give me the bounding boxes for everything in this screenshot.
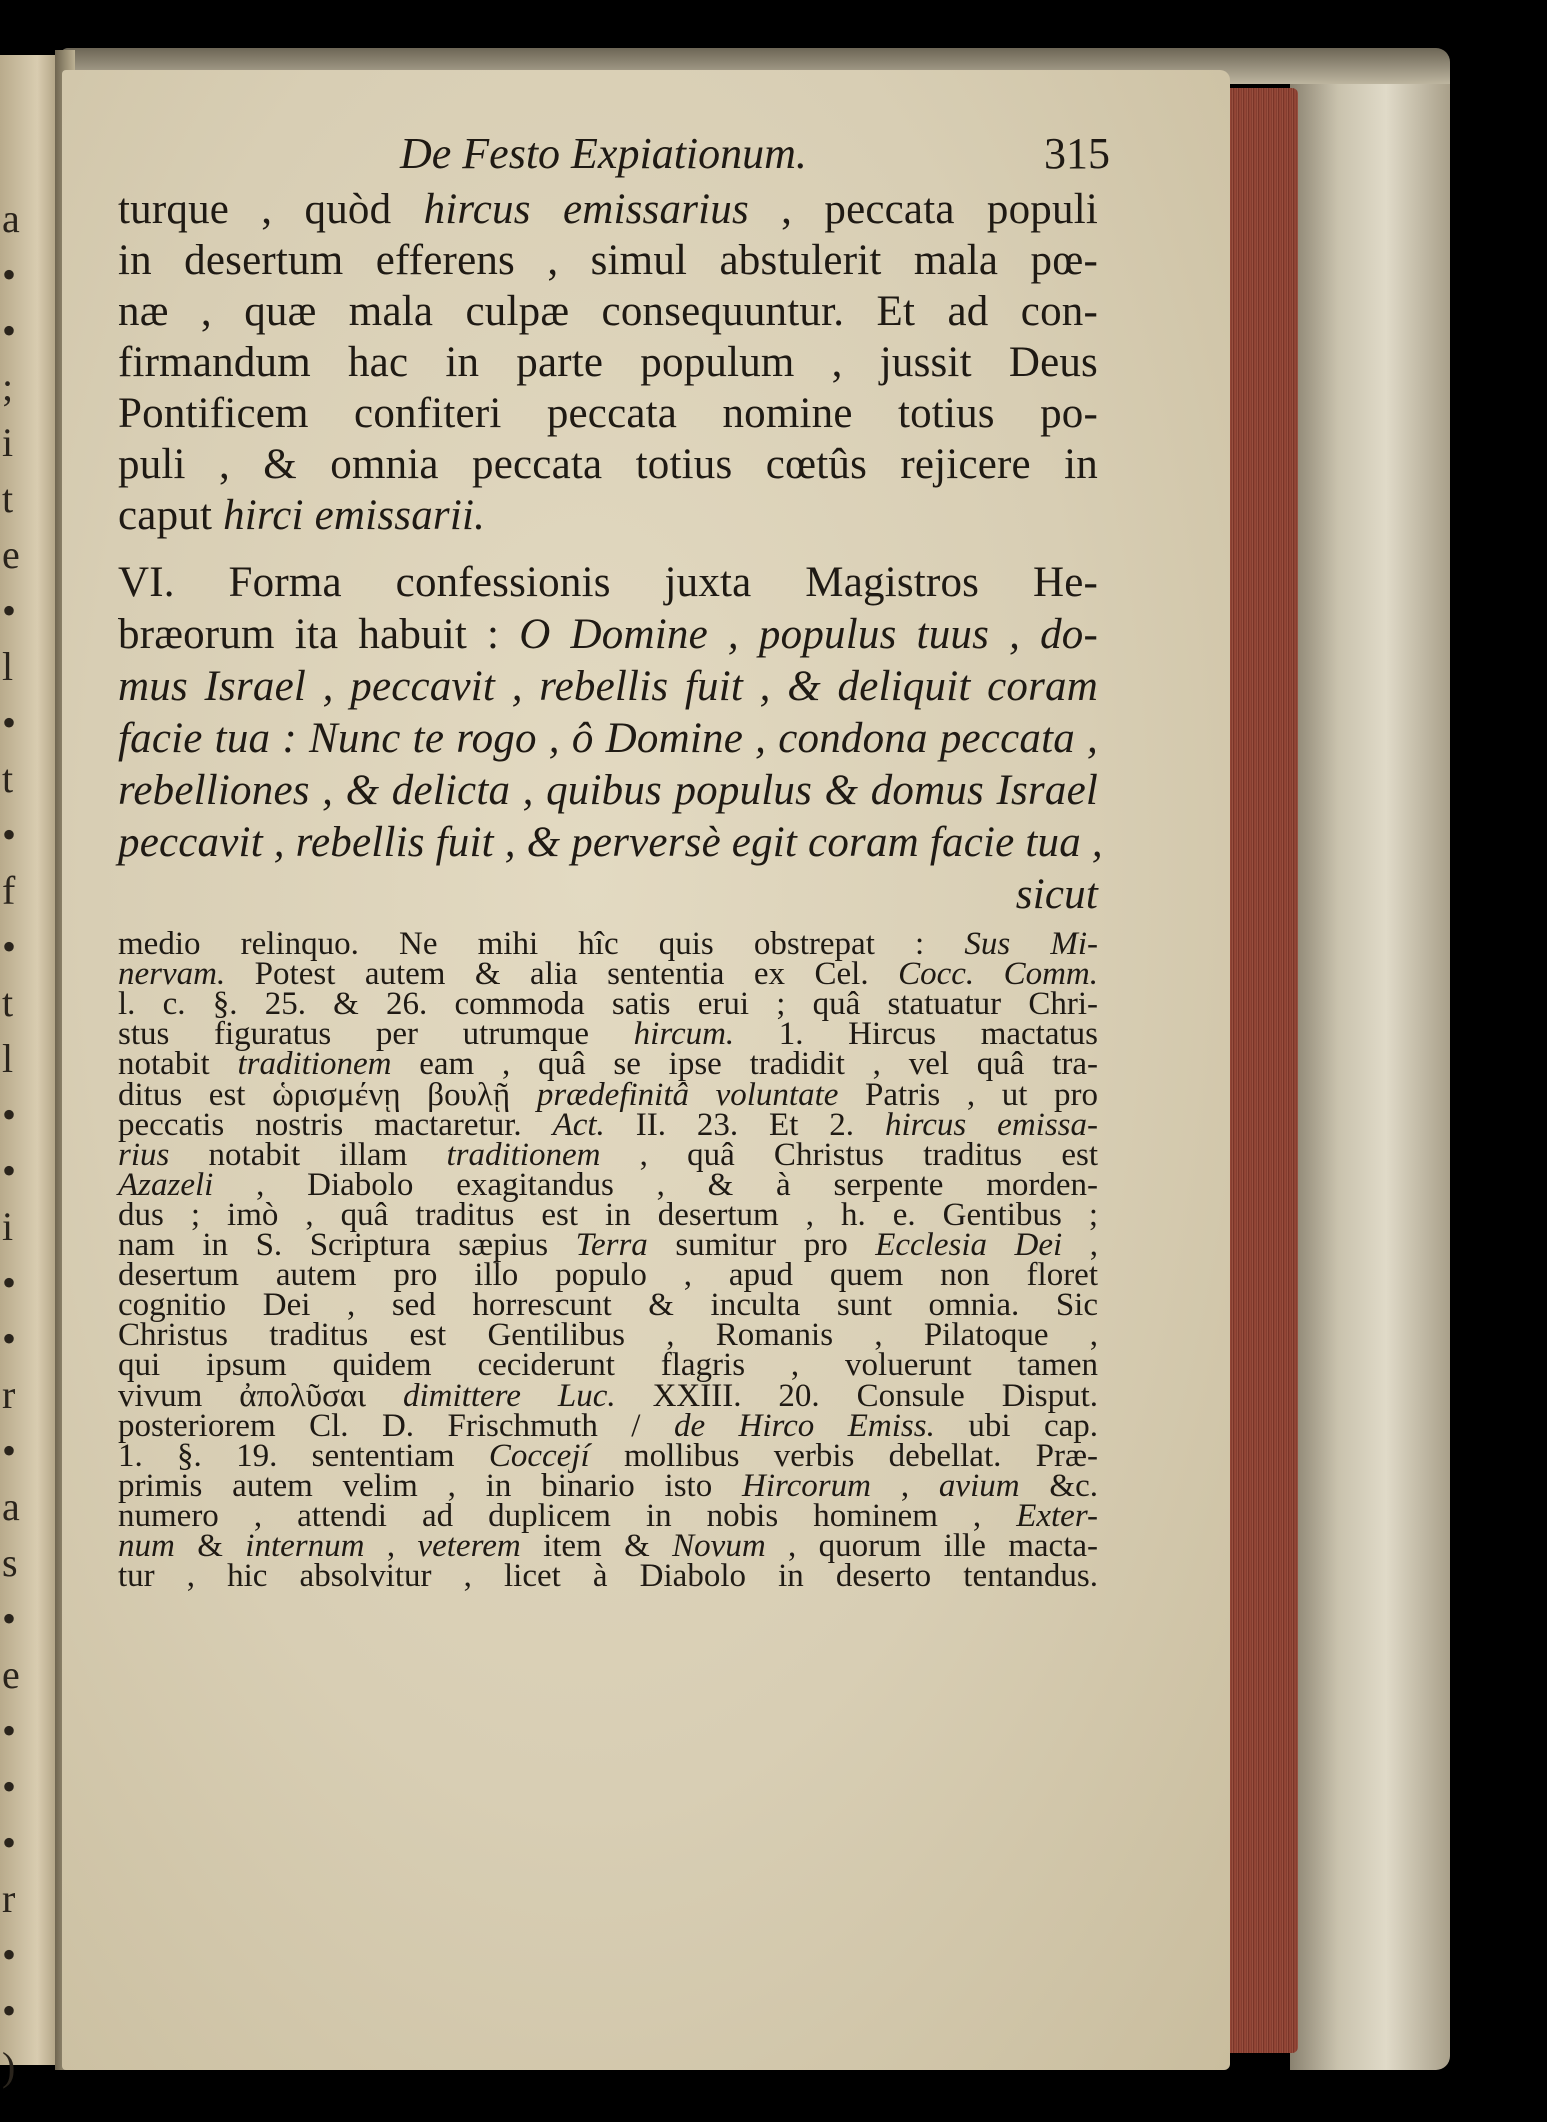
- left-page-glyph: •: [2, 1988, 17, 2033]
- italic-text: Sus Mi-: [964, 926, 1098, 962]
- left-page-glyph: t: [2, 476, 14, 521]
- roman-text: 1. §. 19. sententiam: [118, 1437, 489, 1474]
- roman-text: nam in S. Scriptura sæpius: [118, 1227, 576, 1263]
- left-page-glyph: •: [2, 1260, 17, 1305]
- paragraph-1-line: [118, 491, 1098, 540]
- roman-text: ditus est ὡρισμένῃ βουλῇ: [118, 1076, 537, 1113]
- left-page-glyph: l: [2, 1036, 14, 1081]
- italic-text: internum: [245, 1528, 365, 1564]
- left-page-glyph: i: [2, 1204, 14, 1249]
- roman-text: tur , hic absolvitur , licet à Diabolo in deserto tentandus.: [118, 1558, 1098, 1595]
- left-page-glyph: ;: [2, 364, 14, 409]
- italic-text: rebelliones , & delicta , quibus populus & domus Israel: [118, 767, 1098, 814]
- roman-text: puli , & omnia peccata totius cœtûs rejicere in: [118, 441, 1098, 488]
- roman-text: , Diabolo exagitandus , & à serpente morden-: [213, 1166, 1098, 1203]
- roman-text: stus figuratus per utrumque: [118, 1016, 634, 1053]
- left-page-glyph: •: [2, 1428, 17, 1473]
- left-page-glyph: i: [2, 420, 14, 465]
- roman-text: , quâ Christus traditus est: [600, 1136, 1098, 1173]
- roman-text: ,: [871, 1467, 939, 1504]
- left-page-glyph: •: [2, 1316, 17, 1361]
- roman-text: II. 23. Et 2.: [604, 1106, 885, 1143]
- paragraph-1-line: [118, 440, 1098, 489]
- italic-text: prædefinitâ voluntate: [536, 1076, 839, 1113]
- left-page-glyph: •: [2, 1148, 17, 1193]
- paragraph-1-line: [118, 185, 1098, 234]
- roman-text: Christus traditus est Gentilibus , Romanis , Pilatoque ,: [118, 1317, 1098, 1354]
- left-page-glyph: •: [2, 1764, 17, 1809]
- italic-text: mus Israel , peccavit , rebellis fuit , & deliquit coram: [118, 663, 1098, 710]
- italic-text: hircum.: [633, 1016, 735, 1053]
- left-page-glyph: •: [2, 308, 17, 353]
- paragraph-1-line: [118, 389, 1098, 438]
- italic-text: facie tua : Nunc te rogo , ô Domine , condona peccata ,: [118, 715, 1098, 762]
- italic-text: veterem: [417, 1528, 521, 1564]
- paragraph-1-line: [118, 287, 1098, 336]
- italic-text: Azazeli: [118, 1166, 214, 1203]
- roman-text: , quorum ille macta-: [765, 1528, 1099, 1564]
- left-page-glyph: t: [2, 756, 14, 801]
- roman-text: , peccata populi: [748, 186, 1098, 233]
- left-page-glyph: a: [2, 1484, 20, 1529]
- italic-text: avium: [938, 1467, 1020, 1504]
- paragraph-2-line: [118, 610, 1098, 659]
- roman-text: item &: [520, 1528, 673, 1564]
- roman-text: in desertum efferens , simul abstulerit mala pœ-: [118, 237, 1098, 284]
- italic-text: Hircorum: [742, 1467, 871, 1504]
- footnote-line: [118, 1558, 1098, 1595]
- left-page-glyph: •: [2, 1596, 17, 1641]
- paragraph-2-line: [118, 662, 1098, 711]
- roman-text: &: [174, 1528, 246, 1564]
- roman-text: XXIII. 20. Consule Disput.: [615, 1377, 1098, 1414]
- italic-text: hirci emissarii.: [223, 492, 486, 539]
- left-page-glyph: s: [2, 1540, 18, 1585]
- italic-text: Novum: [672, 1528, 766, 1564]
- italic-text: Terra: [575, 1227, 648, 1263]
- italic-text: O Domine , populus tuus , do-: [519, 611, 1098, 658]
- left-page-glyph: •: [2, 812, 17, 857]
- roman-text: bræorum ita habuit :: [118, 611, 520, 658]
- roman-text: &c.: [1019, 1467, 1098, 1504]
- roman-text: Potest autem & alia sententia ex Cel.: [225, 956, 899, 993]
- italic-text: hircus emissa-: [884, 1106, 1099, 1143]
- left-page-glyph: •: [2, 1708, 17, 1753]
- roman-text: firmandum hac in parte populum , jussit Deus: [118, 339, 1098, 386]
- left-page-glyph: r: [2, 1372, 16, 1417]
- roman-text: caput: [118, 492, 224, 539]
- left-page-glyph: •: [2, 588, 17, 633]
- running-head: De Festo Expiationum.: [400, 129, 807, 178]
- italic-text: traditionem: [446, 1136, 601, 1173]
- left-page-glyph: •: [2, 924, 17, 969]
- italic-text: hircus emissarius: [423, 186, 749, 233]
- left-page-glyph: f: [2, 868, 16, 913]
- left-page-fragment: [0, 55, 62, 2089]
- paragraph-2-line: [118, 818, 1103, 867]
- left-page-glyph: e: [2, 1652, 20, 1697]
- italic-text: Act.: [552, 1106, 605, 1143]
- paragraph-1-line: [118, 236, 1098, 285]
- paragraph-2-line: [118, 870, 1098, 919]
- italic-text: Coccejí: [488, 1437, 590, 1474]
- roman-text: notabit: [118, 1046, 238, 1083]
- roman-text: dus ; imò , quâ traditus est in desertum , h. e. Gentibus ;: [118, 1196, 1098, 1233]
- roman-text: cognitio Dei , sed horrescunt & inculta sunt omnia. Sic: [118, 1287, 1098, 1324]
- left-page-glyph: •: [2, 700, 17, 745]
- italic-text: Exter-: [1016, 1497, 1098, 1534]
- left-page-glyph: ): [2, 2044, 16, 2089]
- page-header: [100, 128, 1110, 188]
- roman-text: eam , quâ se ipse tradidit , vel quâ tra-: [391, 1046, 1099, 1083]
- roman-text: ubi cap.: [934, 1407, 1098, 1444]
- left-page-glyph: t: [2, 980, 14, 1025]
- italic-text: sicut: [1015, 871, 1098, 918]
- roman-text: ,: [1062, 1227, 1098, 1263]
- roman-text: posteriorem Cl. D. Frischmuth /: [118, 1407, 674, 1444]
- roman-text: l. c. §. 25. & 26. commoda satis erui ; quâ statuatur Chri-: [118, 986, 1098, 1023]
- italic-text: rius: [118, 1136, 170, 1173]
- roman-text: Patris , ut pro: [838, 1076, 1098, 1113]
- roman-text: vivum ἀπολῦσαι: [118, 1377, 403, 1414]
- italic-text: Ecclesia Dei: [875, 1227, 1063, 1263]
- roman-text: medio relinquo. Ne mihi hîc quis obstrepat :: [118, 926, 965, 962]
- italic-text: nervam.: [118, 956, 226, 993]
- italic-text: de Hirco Emiss.: [673, 1407, 935, 1444]
- left-page-glyph: a: [2, 196, 20, 241]
- roman-text: mollibus verbis debellat. Præ-: [589, 1437, 1098, 1474]
- italic-text: dimittere Luc.: [403, 1377, 616, 1414]
- roman-text: primis autem velim , in binario isto: [118, 1467, 743, 1504]
- roman-text: Pontificem confiteri peccata nomine totius po-: [118, 390, 1098, 437]
- roman-text: 1. Hircus mactatus: [734, 1016, 1098, 1053]
- roman-text: næ , quæ mala culpæ consequuntur. Et ad con-: [118, 288, 1098, 335]
- roman-text: numero , attendi ad duplicem in nobis hominem ,: [118, 1497, 1017, 1534]
- roman-text: desertum autem pro illo populo , apud quem non floret: [118, 1257, 1098, 1294]
- italic-text: num: [118, 1528, 175, 1564]
- italic-text: Cocc. Comm.: [898, 956, 1099, 993]
- roman-text: notabit illam: [169, 1136, 447, 1173]
- page-edges: [1218, 88, 1298, 2053]
- roman-text: qui ipsum quidem ceciderunt flagris , voluerunt tamen: [118, 1347, 1098, 1384]
- paragraph-2-line: [118, 766, 1098, 815]
- left-page-glyph: r: [2, 1876, 16, 1921]
- italic-text: peccavit , rebellis fuit , & perversè egit coram facie tua ,: [118, 819, 1103, 866]
- left-page-glyph: •: [2, 1820, 17, 1865]
- roman-text: peccatis nostris mactaretur.: [118, 1106, 553, 1143]
- left-page-glyph: •: [2, 1092, 17, 1137]
- italic-text: traditionem: [237, 1046, 392, 1083]
- paragraph-2-line: [118, 558, 1098, 607]
- left-page-glyph: •: [2, 252, 17, 297]
- book-cover-right: [1290, 60, 1450, 2070]
- left-page-glyph: e: [2, 532, 20, 577]
- left-page-glyph: l: [2, 644, 14, 689]
- roman-text: sumitur pro: [647, 1227, 876, 1263]
- left-page-glyph: •: [2, 1932, 17, 1977]
- roman-text: ,: [364, 1528, 418, 1564]
- paragraph-1-line: [118, 338, 1098, 387]
- roman-text: turque , quòd: [118, 186, 424, 233]
- paragraph-2-line: [118, 714, 1098, 763]
- page-number: 315: [1044, 129, 1110, 178]
- roman-text: VI. Forma confessionis juxta Magistros He-: [118, 559, 1098, 606]
